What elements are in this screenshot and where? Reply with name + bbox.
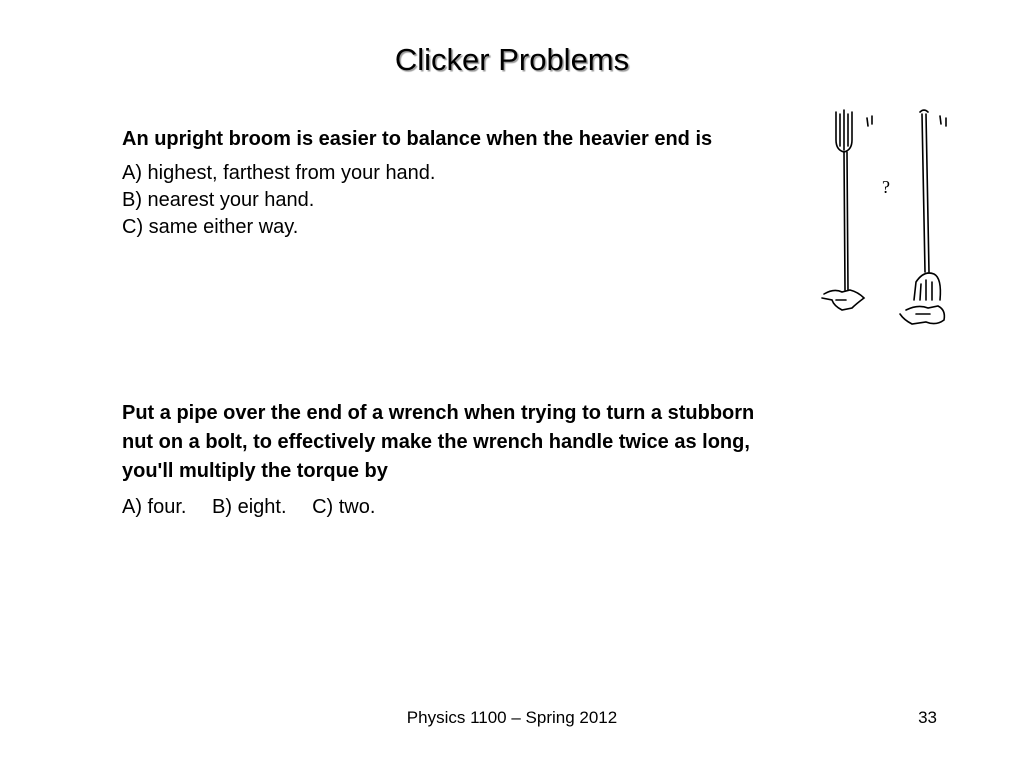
broom-illustration: [812, 100, 962, 340]
question-2-choice-c: C) two.: [312, 496, 376, 518]
question-1-choices: [122, 160, 742, 241]
question-2-choices: [122, 494, 762, 521]
question-1-choice-b: B) nearest your hand.: [122, 189, 315, 211]
question-2-stem: Put a pipe over the end of a wrench when trying to turn a stubborn nut on a bolt, to effectively make the wrench handle twice as long, you'll multiply the torque by: [122, 402, 755, 482]
question-1-choice-a: A) highest, farthest from your hand.: [122, 162, 436, 184]
question-1-stem: An upright broom is easier to balance when the heavier end is: [122, 128, 713, 150]
question-2-choice-b: B) eight.: [212, 496, 287, 518]
broom-bristles-down-figure: [900, 110, 946, 324]
slide-title: Clicker Problems: [394, 42, 630, 77]
broom-bristles-up-figure: [822, 110, 872, 310]
question-2-choice-a: A) four.: [122, 496, 187, 518]
broom-question-mark: ?: [882, 177, 890, 197]
footer-course: Physics 1100 – Spring 2012: [406, 708, 618, 727]
question-1: [122, 126, 742, 241]
page-number: 33: [918, 708, 937, 727]
question-1-choice-c: C) same either way.: [122, 216, 299, 238]
question-2: [122, 399, 762, 521]
